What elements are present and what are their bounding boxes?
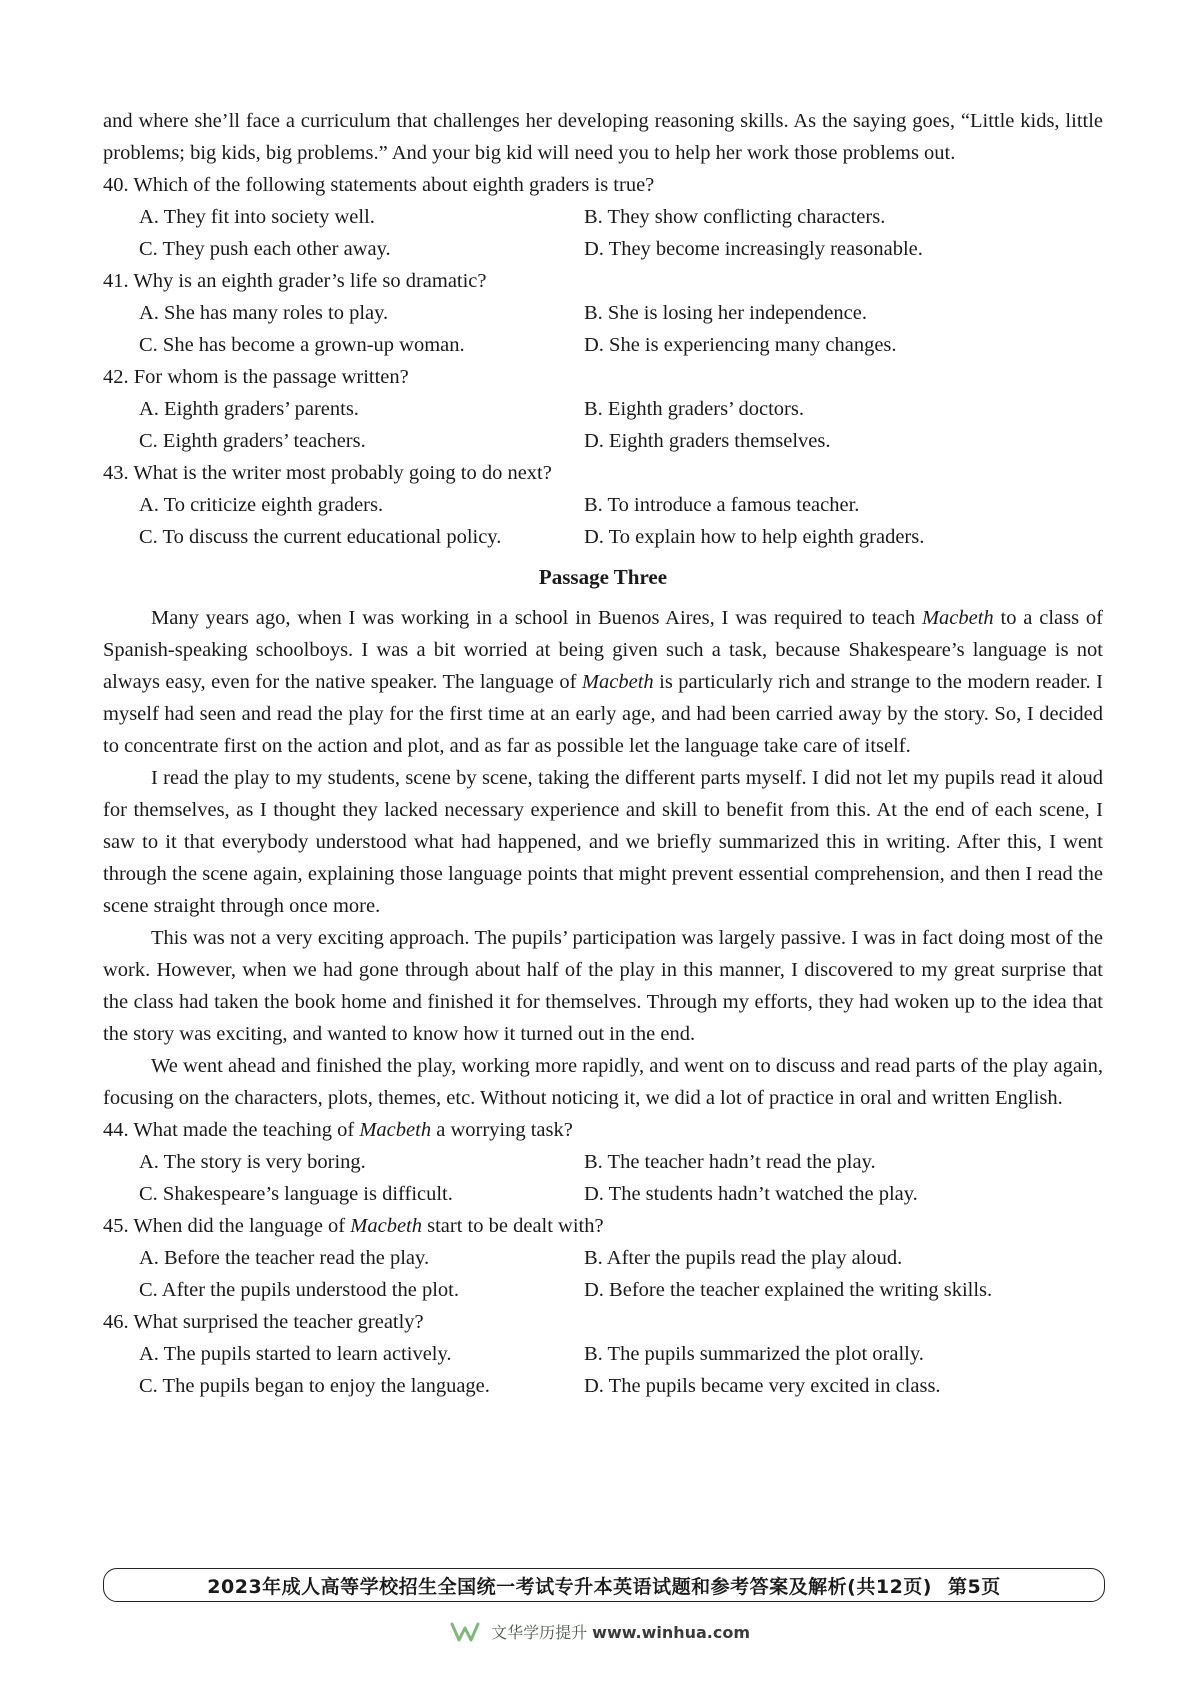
answer-option: B. The pupils summarized the plot orally. [584,1343,924,1365]
answer-option: B. After the pupils read the play aloud. [584,1247,903,1269]
paragraph: Many years ago, when I was working in a school in Buenos Aires, I was required to teach Macbeth to a class of Spanish-speaking schoolboys. I was a bit worried at being given such a task, because Shakespeare’s language is not always easy, even for the native speaker. The language of Macbeth is particularly rich and strange to the modern reader. I myself had seen and read the play for the first time at an early age, and had been carried away by the story. So, I decided to concentrate first on the action and plot, and as far as possible let the language take care of itself. [103,607,1103,757]
answer-options [103,1338,1103,1402]
answer-option: B. Eighth graders’ doctors. [584,398,804,420]
answer-option: B. She is losing her independence. [584,302,867,324]
answer-option: A. Before the teacher read the play. [139,1247,430,1269]
question-item [103,1114,1103,1210]
watermark-brand: 文华学历提升 [491,1623,588,1642]
answer-option: D. The students hadn’t watched the play. [584,1183,918,1205]
answer-option: C. To discuss the current educational policy. [139,526,502,548]
footer-page-number: 第5页 [947,1575,1001,1598]
question-stem: 40. Which of the following statements about eighth graders is true? [103,174,655,196]
passage-title: Passage Three [538,565,668,589]
question-item [103,1210,1103,1306]
question-stem: 42. For whom is the passage written? [103,366,409,388]
question-stem: 44. What made the teaching of Macbeth a worrying task? [103,1119,573,1141]
answer-options [103,393,1103,457]
answer-option: A. The story is very boring. [139,1151,366,1173]
watermark [0,1620,1200,1647]
answer-option: C. After the pupils understood the plot. [139,1279,459,1301]
answer-option: A. Eighth graders’ parents. [139,398,359,420]
page-content [103,105,1103,1402]
answer-option: C. She has become a grown-up woman. [139,334,465,356]
answer-option: C. They push each other away. [139,238,391,260]
question-item [103,361,1103,457]
answer-option: C. The pupils began to enjoy the language. [139,1375,490,1397]
question-item [103,169,1103,265]
answer-options [103,201,1103,265]
answer-option: C. Shakespeare’s language is difficult. [139,1183,453,1205]
answer-option: A. They fit into society well. [139,206,375,228]
passage-three-body [103,602,1103,1114]
answer-options [103,1242,1103,1306]
question-item [103,1306,1103,1402]
answer-option: B. To introduce a famous teacher. [584,494,860,516]
paragraph: I read the play to my students, scene by scene, taking the different parts myself. I did not let my pupils read it aloud for themselves, as I thought they lacked necessary experience and skill to benefit from this. At the end of each scene, I saw to it that everybody understood what had happened, and we briefly summarized this in writing. After this, I went through the scene again, explaining those language points that might prevent essential comprehension, and then I read the scene straight through once more. [103,767,1103,917]
answer-option: D. She is experiencing many changes. [584,334,897,356]
answer-option: A. To criticize eighth graders. [139,494,384,516]
answer-option: A. She has many roles to play. [139,302,389,324]
question-stem: 46. What surprised the teacher greatly? [103,1311,424,1333]
question-group-44-46 [103,1114,1103,1402]
question-stem: 43. What is the writer most probably going to do next? [103,462,552,484]
answer-options [103,489,1103,553]
paragraph: This was not a very exciting approach. The pupils’ participation was largely passive. I was in fact doing most of the work. However, when we had gone through about half of the play in this manner, I discovered to my great surprise that the class had taken the book home and finished it for themselves. Through my efforts, they had woken up to the idea that the story was exciting, and wanted to know how it turned out in the end. [103,927,1103,1045]
answer-options [103,297,1103,361]
answer-option: D. They become increasingly reasonable. [584,238,923,260]
question-stem: 45. When did the language of Macbeth start to be dealt with? [103,1215,604,1237]
paragraph: We went ahead and finished the play, working more rapidly, and went on to discuss and read parts of the play again, focusing on the characters, plots, themes, etc. Without noticing it, we did a lot of practice in oral and written English. [103,1055,1103,1109]
page-footer [103,1568,1105,1602]
answer-options [103,1146,1103,1210]
question-item [103,457,1103,553]
question-group-40-43 [103,169,1103,553]
answer-option: D. To explain how to help eighth graders. [584,526,925,548]
answer-option: B. The teacher hadn’t read the play. [584,1151,876,1173]
answer-option: D. Before the teacher explained the writing skills. [584,1279,993,1301]
answer-option: B. They show conflicting characters. [584,206,886,228]
paragraph: and where she’ll face a curriculum that challenges her developing reasoning skills. As the saying goes, “Little kids, little problems; big kids, big problems.” And your big kid will need you to help her work those problems out. [103,110,1103,164]
footer-title: 2023年成人高等学校招生全国统一考试专升本英语试题和参考答案及解析(共12页) [207,1575,932,1598]
question-item [103,265,1103,361]
answer-option: D. The pupils became very excited in class. [584,1375,941,1397]
answer-option: D. Eighth graders themselves. [584,430,831,452]
question-stem: 41. Why is an eighth grader’s life so dramatic? [103,270,487,292]
answer-option: A. The pupils started to learn actively. [139,1343,452,1365]
winhua-logo-icon [450,1621,480,1647]
intro-paragraph-block [103,105,1103,169]
watermark-site: www.winhua.com [592,1623,751,1642]
answer-option: C. Eighth graders’ teachers. [139,430,366,452]
